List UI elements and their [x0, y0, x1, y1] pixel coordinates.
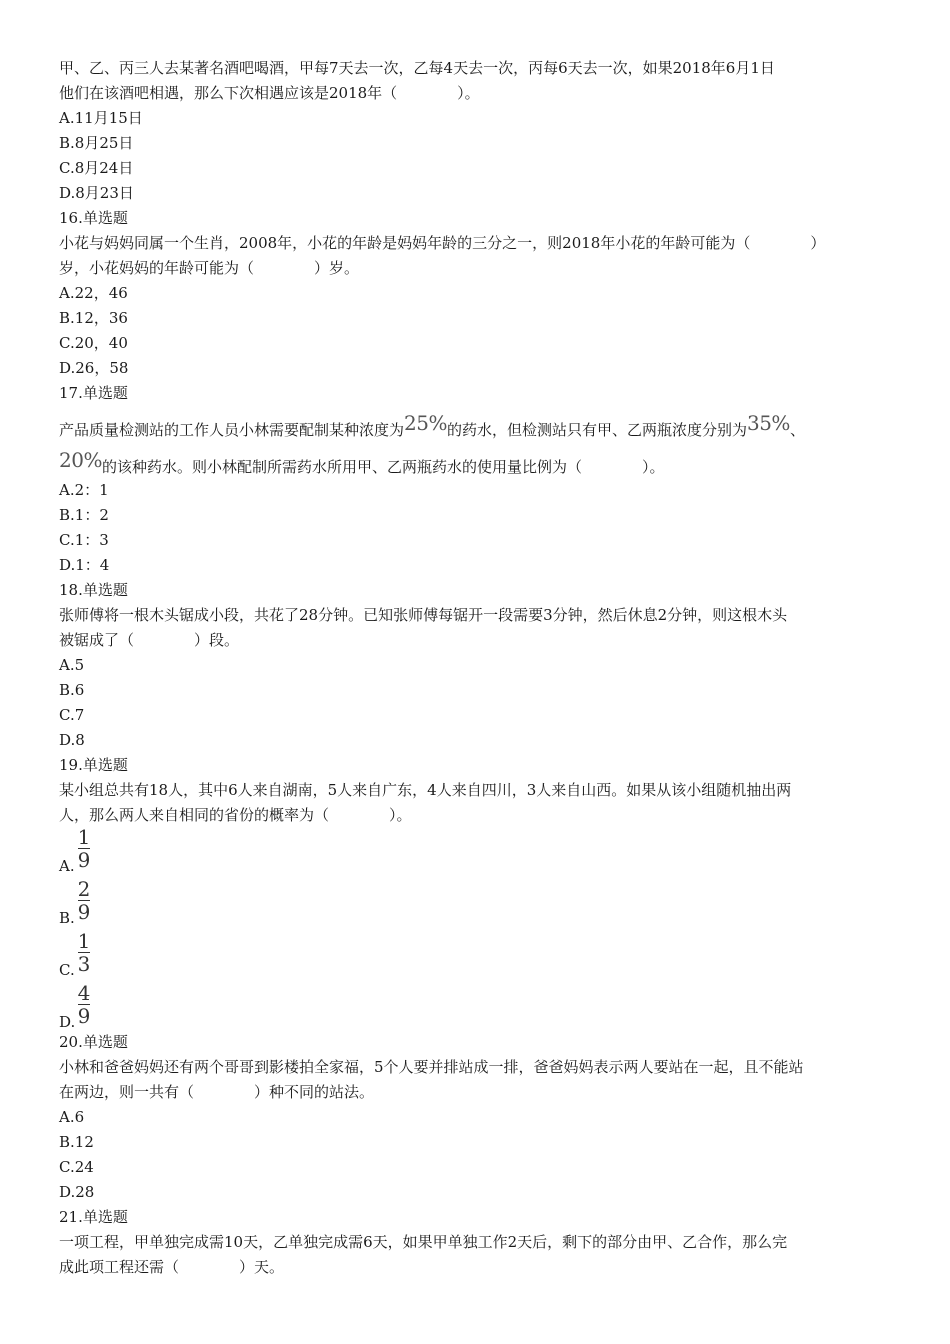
q15-text-line1: 甲、乙、丙三人去某著名酒吧喝酒，甲每7天去一次，乙每4天去一次，丙每6天去一次，如果2018年6月1日 — [59, 59, 775, 77]
fraction-denominator: 9 — [77, 848, 91, 872]
q19-text-line1: 某小组总共有18人，其中6人来自湖南，5人来自广东，4人来自四川，3人来自山西。如果从该小组随机抽出两 — [59, 781, 792, 799]
percent-35: 35% — [746, 411, 790, 435]
q17-option-c: C.1：3 — [59, 531, 109, 549]
q17-option-b: B.1：2 — [59, 506, 109, 524]
q17-text-line1 — [59, 411, 805, 440]
q18-text-line2: 被锯成了（ ）段。 — [59, 631, 240, 649]
q15-text-line2: 他们在该酒吧相遇，那么下次相遇应该是2018年（ ）。 — [59, 84, 480, 102]
q17-text-part-a: 产品质量检测站的工作人员小林需要配制某种浓度为 — [59, 421, 405, 439]
q17-option-a: A.2：1 — [59, 481, 109, 499]
q16-header: 16.单选题 — [59, 209, 128, 227]
q21-text-line2: 成此项工程还需（ ）天。 — [59, 1258, 285, 1276]
option-label: C. — [59, 961, 75, 979]
q15-option-b: B.8月25日 — [59, 134, 134, 152]
q20-option-a: A.6 — [59, 1108, 85, 1126]
q17-text-line2 — [59, 448, 665, 477]
fraction-denominator: 9 — [77, 1004, 91, 1028]
fraction-denominator: 9 — [77, 900, 91, 924]
percent-20: 20% — [59, 448, 102, 472]
q18-option-d: D.8 — [59, 731, 85, 749]
fraction-numerator: 4 — [77, 981, 91, 1005]
q16-option-d: D.26，58 — [59, 359, 129, 377]
fraction — [77, 826, 91, 871]
q15-option-d: D.8月23日 — [59, 184, 134, 202]
option-label: A. — [59, 857, 75, 875]
q20-option-b: B.12 — [59, 1133, 94, 1151]
q19-header: 19.单选题 — [59, 756, 128, 774]
q15-option-c: C.8月24日 — [59, 159, 134, 177]
q15-option-a: A.11月15日 — [59, 109, 143, 127]
percent-25: 25% — [404, 411, 447, 435]
q19-text-line2: 人，那么两人来自相同的省份的概率为（ ）。 — [59, 806, 412, 824]
q17-text-part-d: 的该种药水。则小林配制所需药水所用甲、乙两瓶药水的使用量比例为（ ）。 — [101, 458, 665, 476]
fraction — [77, 982, 91, 1027]
q20-text-line1: 小林和爸爸妈妈还有两个哥哥到影楼拍全家福，5个人要并排站成一排，爸爸妈妈表示两人要站在一起，且不能站 — [59, 1058, 804, 1076]
q16-text-line2: 岁，小花妈妈的年龄可能为（ ）岁。 — [59, 259, 360, 277]
q16-option-a: A.22，46 — [59, 284, 128, 302]
q18-option-b: B.6 — [59, 681, 85, 699]
fraction-numerator: 1 — [77, 825, 91, 849]
fraction-numerator: 1 — [77, 929, 91, 953]
q20-header: 20.单选题 — [59, 1033, 128, 1051]
fraction — [77, 930, 91, 975]
q18-option-a: A.5 — [59, 656, 85, 674]
q20-text-line2: 在两边，则一共有（ ）种不同的站法。 — [59, 1083, 375, 1101]
fraction-numerator: 2 — [77, 877, 91, 901]
q16-text-line1: 小花与妈妈同属一个生肖，2008年，小花的年龄是妈妈年龄的三分之一，则2018年小花的年龄可能为（ ） — [59, 234, 826, 252]
q16-option-b: B.12，36 — [59, 309, 128, 327]
q17-text-part-b: 的药水，但检测站只有甲、乙两瓶浓度分别为 — [446, 421, 747, 439]
q21-text-line1: 一项工程，甲单独完成需10天，乙单独完成需6天，如果甲单独工作2天后，剩下的部分由甲、乙合作，那么完 — [59, 1233, 788, 1251]
option-label: B. — [59, 909, 75, 927]
q21-header: 21.单选题 — [59, 1208, 128, 1226]
q18-text-line1: 张师傅将一根木头锯成小段，共花了28分钟。已知张师傅每锯开一段需要3分钟，然后休息2分钟，则这根木头 — [59, 606, 788, 624]
fraction — [77, 878, 91, 923]
q16-option-c: C.20，40 — [59, 334, 128, 352]
q20-option-c: C.24 — [59, 1158, 94, 1176]
option-label: D. — [59, 1013, 76, 1031]
q20-option-d: D.28 — [59, 1183, 95, 1201]
q17-text-part-c: 、 — [789, 421, 805, 439]
q17-option-d: D.1：4 — [59, 556, 110, 574]
fraction-denominator: 3 — [77, 952, 91, 976]
q17-header: 17.单选题 — [59, 384, 128, 402]
q18-header: 18.单选题 — [59, 581, 128, 599]
q18-option-c: C.7 — [59, 706, 85, 724]
